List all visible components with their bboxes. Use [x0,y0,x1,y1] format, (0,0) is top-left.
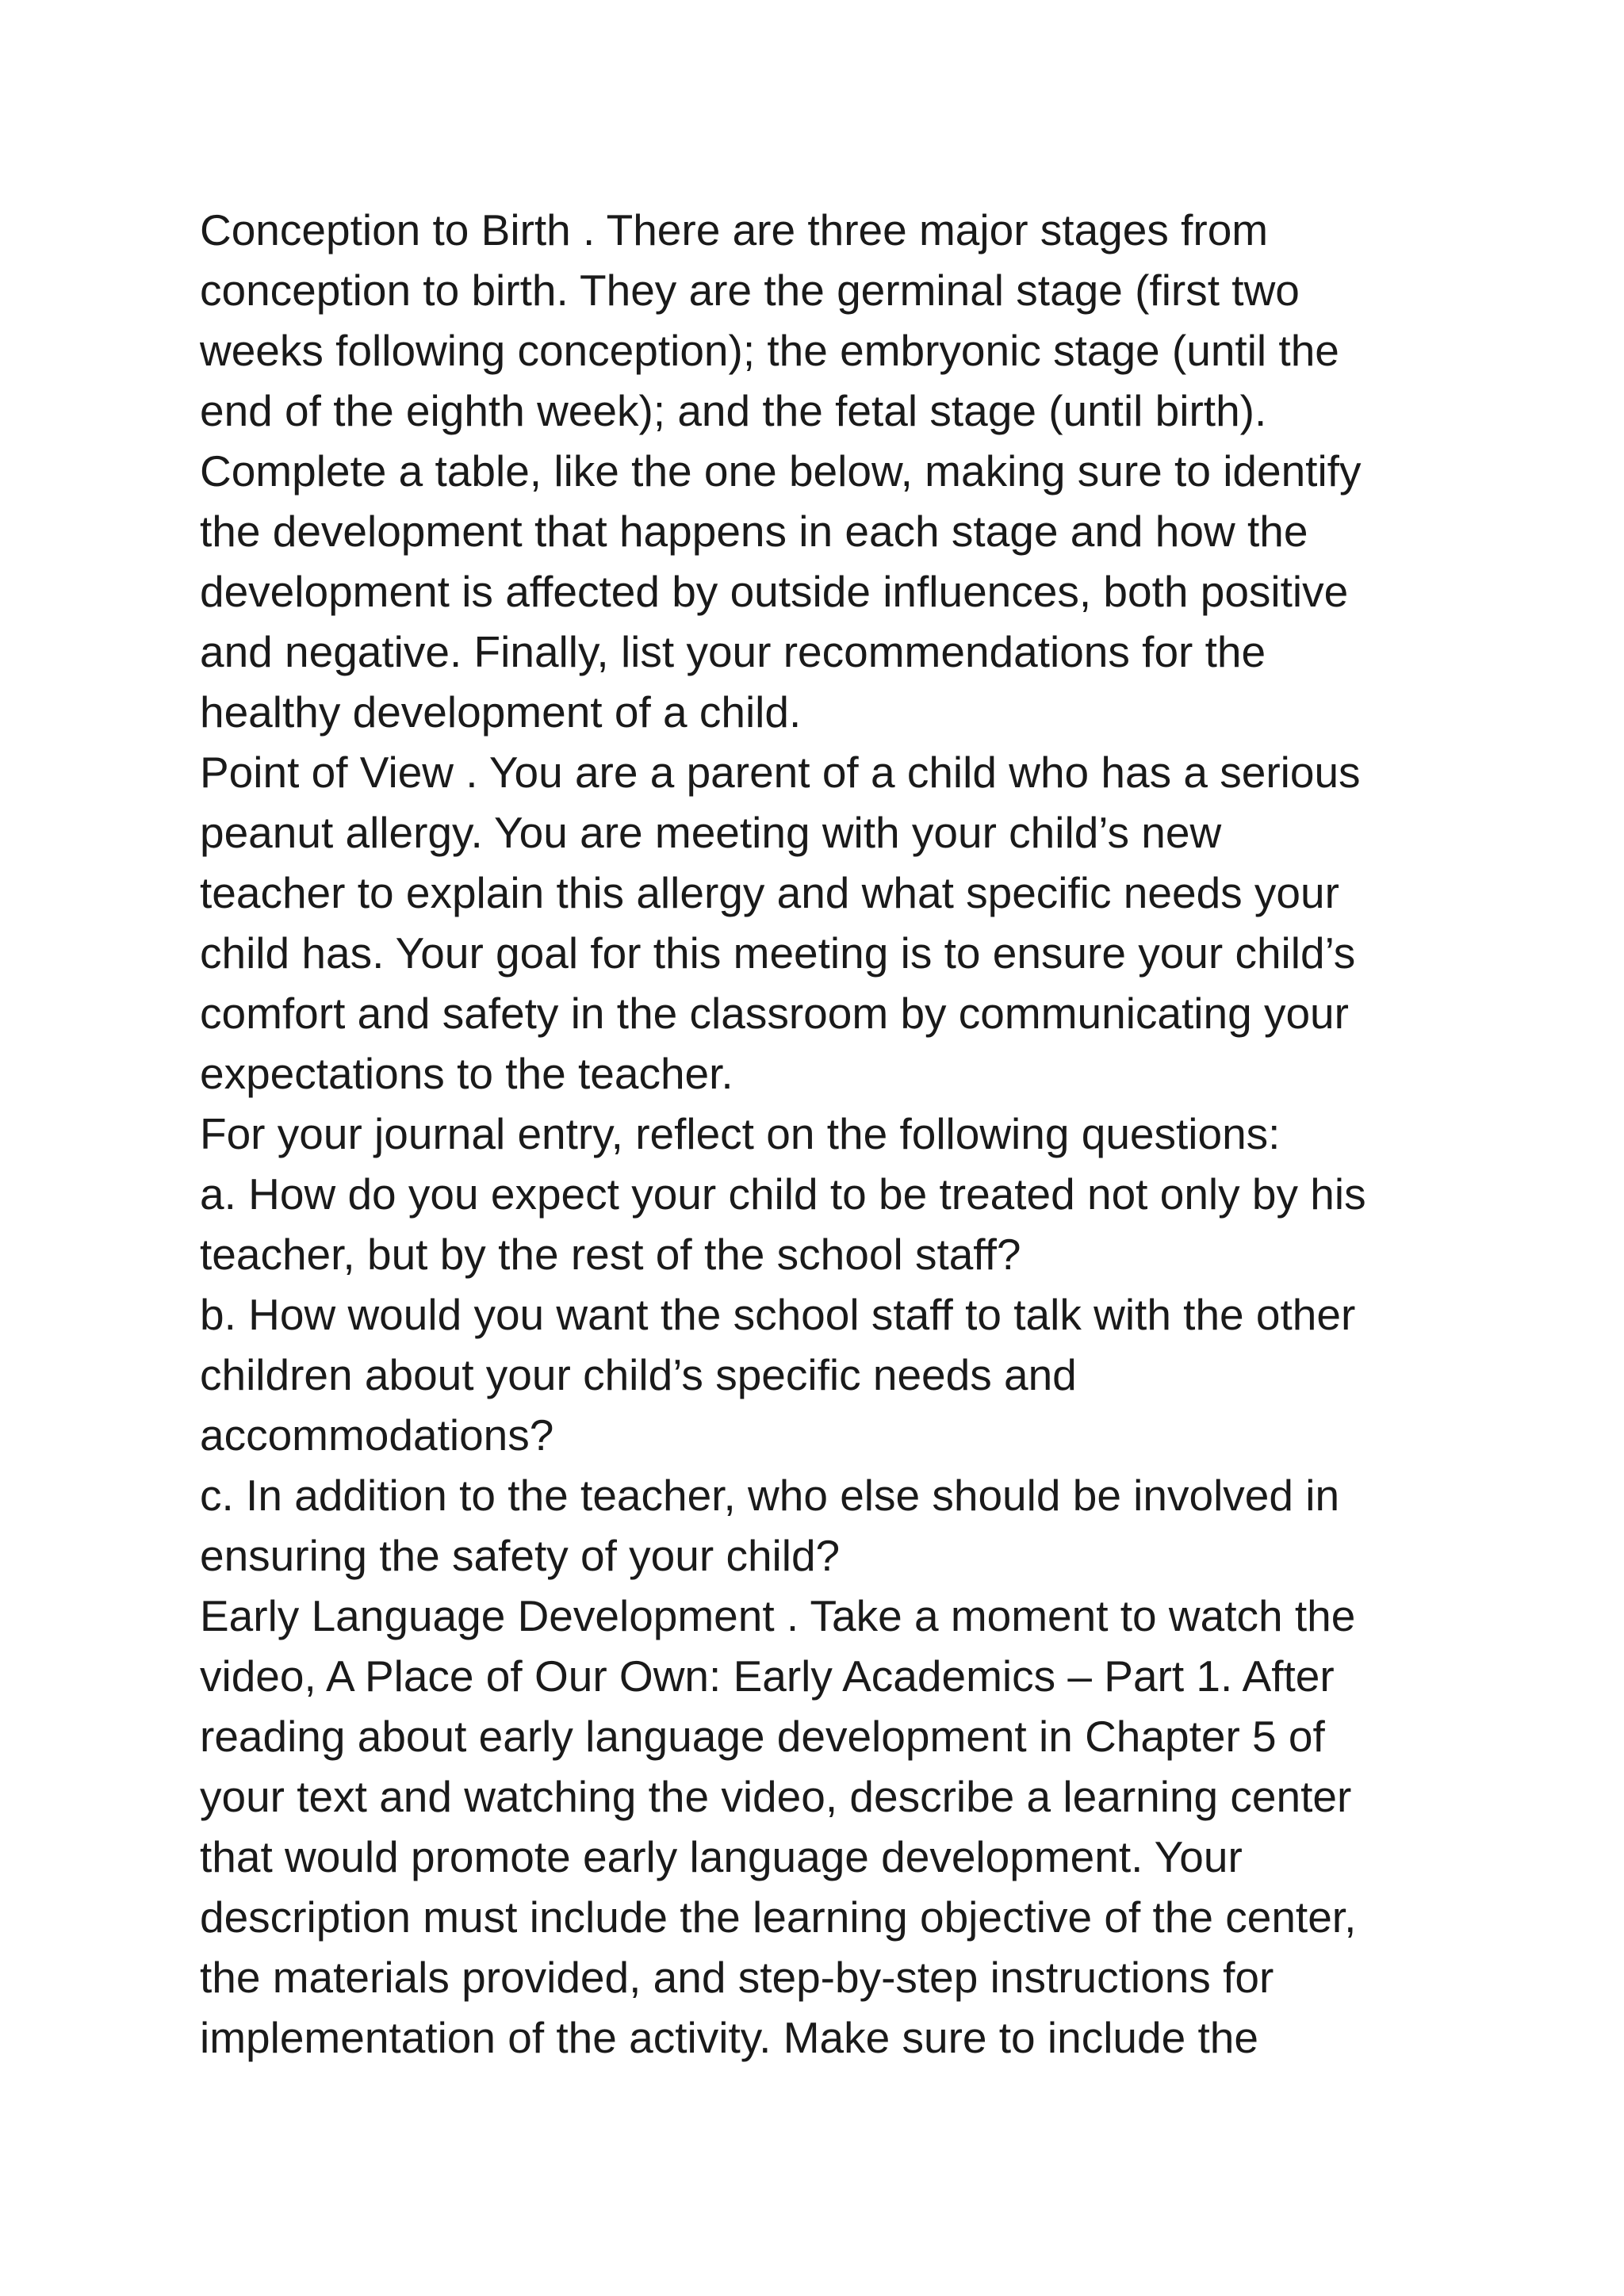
text-line: reading about early language development in Chapter 5 of [200,1712,1325,1761]
text-line: teacher to explain this allergy and what specific needs your [200,868,1339,917]
text-line: end of the eighth week); and the fetal stage (until birth). [200,386,1267,435]
document-body [200,200,1516,2068]
text-line: video, A Place of Our Own: Early Academics – Part 1. After [200,1651,1335,1701]
text-line: c. In addition to the teacher, who else should be involved in [200,1471,1340,1520]
text-line: accommodations? [200,1410,554,1460]
text-line: the materials provided, and step-by-step instructions for [200,1953,1274,2002]
text-line: a. How do you expect your child to be treated not only by his [200,1169,1366,1219]
text-line: Early Language Development . Take a moment to watch the [200,1591,1356,1640]
text-line: implementation of the activity. Make sure to include the [200,2013,1258,2062]
text-line: that would promote early language development. Your [200,1832,1243,1881]
text-line: development is affected by outside influences, both positive [200,567,1349,616]
text-line: healthy development of a child. [200,687,802,737]
text-line: Complete a table, like the one below, making sure to identify [200,446,1362,496]
text-line: the development that happens in each stage and how the [200,507,1308,556]
text-line: Conception to Birth . There are three major stages from [200,205,1269,254]
text-line: ensuring the safety of your child? [200,1531,841,1580]
text-line: your text and watching the video, describe a learning center [200,1772,1352,1821]
text-line: and negative. Finally, list your recommendations for the [200,627,1266,676]
text-line: child has. Your goal for this meeting is to ensure your child’s [200,928,1356,978]
text-line: conception to birth. They are the germinal stage (first two [200,266,1300,315]
text-line: teacher, but by the rest of the school staff? [200,1230,1021,1279]
text-line: b. How would you want the school staff to talk with the other [200,1290,1356,1339]
text-line: comfort and safety in the classroom by communicating your [200,989,1349,1038]
text-line: peanut allergy. You are meeting with your child’s new [200,808,1222,857]
text-line: Point of View . You are a parent of a child who has a serious [200,748,1361,797]
text-line: children about your child’s specific needs and [200,1350,1077,1399]
text-line: For your journal entry, reflect on the following questions: [200,1109,1281,1158]
text-line: description must include the learning objective of the center, [200,1892,1357,1942]
text-line: weeks following conception); the embryonic stage (until the [200,326,1339,375]
text-line: expectations to the teacher. [200,1049,733,1098]
